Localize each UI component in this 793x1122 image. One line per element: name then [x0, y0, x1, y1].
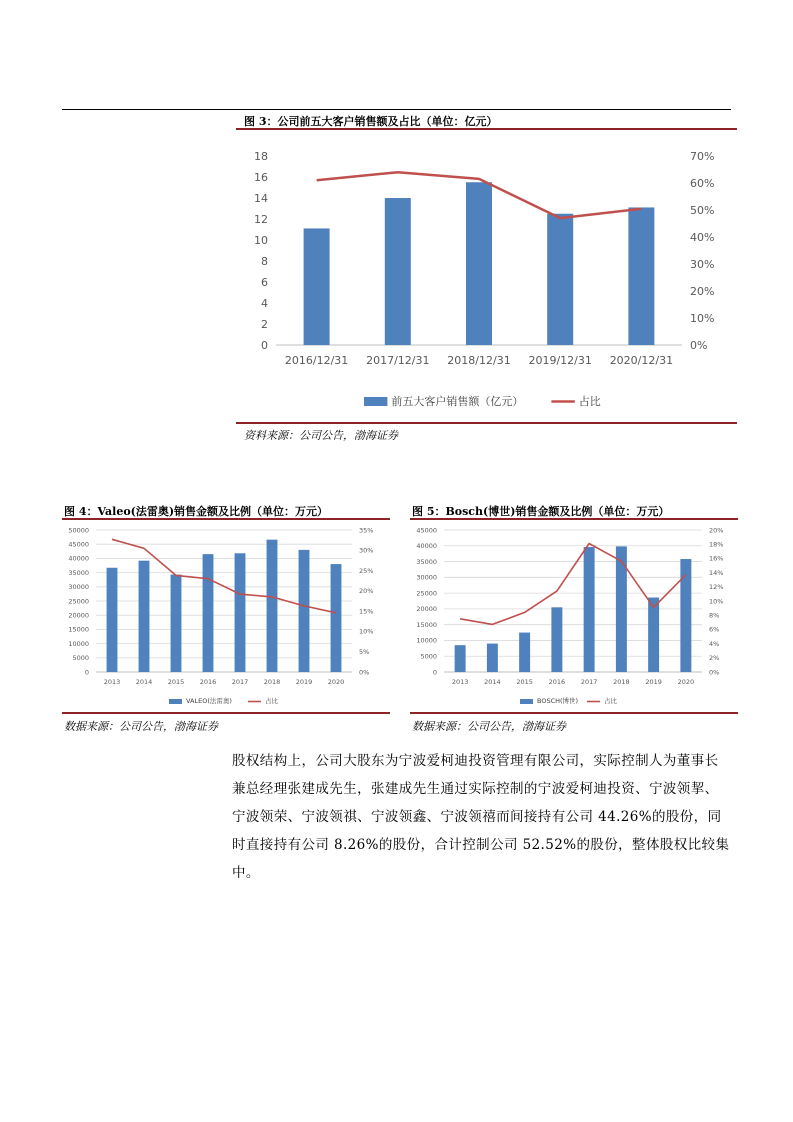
- x-tick-label: 2015: [516, 678, 533, 686]
- y-right-tick-label: 20%: [709, 526, 724, 535]
- y-right-tick-label: 20%: [359, 587, 374, 596]
- y-left-tick-label: 10000: [68, 639, 89, 648]
- x-tick-label: 2020: [677, 678, 695, 686]
- y-right-tick-label: 8%: [709, 611, 720, 620]
- y-right-tick-label: 10%: [359, 627, 374, 636]
- figure-3-title: 图 3：公司前五大客户销售额及占比（单位：亿元）: [244, 115, 498, 128]
- y-left-tick-label: 5000: [72, 654, 89, 663]
- y-right-tick-label: 6%: [709, 625, 720, 634]
- figure-3-bottom-rule: [236, 422, 737, 424]
- y-left-tick-label: 8: [261, 254, 268, 268]
- y-right-tick-label: 16%: [709, 554, 724, 563]
- legend-bar-swatch: [364, 397, 387, 406]
- y-left-tick-label: 50000: [68, 526, 89, 535]
- x-tick-label: 2014: [484, 678, 501, 686]
- x-tick-label: 2019/12/31: [528, 354, 592, 367]
- x-tick-label: 2013: [451, 678, 469, 686]
- bar: [385, 198, 411, 345]
- figure-3-source: 资料来源：公司公告，渤海证券: [244, 429, 398, 442]
- legend-bar-label: BOSCH(博世): [537, 697, 579, 705]
- legend-bar-label: 前五大客户销售额（亿元）: [391, 395, 524, 408]
- legend-bar-swatch: [169, 699, 182, 704]
- figure-5-title: 图 5：Bosch(博世)销售金额及比例（单位：万元）: [412, 505, 670, 518]
- x-tick-label: 2016/12/31: [284, 354, 349, 367]
- x-tick-label: 2016: [199, 678, 217, 686]
- y-left-tick-label: 0: [84, 668, 89, 677]
- y-right-tick-label: 50%: [690, 203, 715, 217]
- y-left-tick-label: 15000: [416, 620, 437, 629]
- x-tick-label: 2013: [103, 678, 121, 686]
- y-right-tick-label: 4%: [709, 639, 720, 648]
- paragraph-line: 股权结构上，公司大股东为宁波爱柯迪投资管理有限公司，实际控制人为董事长: [232, 753, 719, 769]
- y-right-tick-label: 30%: [359, 546, 374, 555]
- bar: [487, 644, 498, 672]
- y-left-tick-label: 35000: [416, 557, 437, 566]
- y-left-tick-label: 25000: [416, 589, 437, 598]
- y-left-tick-label: 6: [261, 275, 268, 289]
- x-tick-label: 2018/12/31: [447, 354, 511, 367]
- bar: [299, 550, 310, 672]
- bar: [455, 645, 466, 672]
- x-tick-label: 2020/12/31: [609, 354, 674, 367]
- y-left-tick-label: 35000: [68, 568, 89, 577]
- y-left-tick-label: 0: [432, 668, 437, 677]
- y-left-tick-label: 5000: [420, 652, 437, 661]
- figure-4-bottom-rule: [62, 712, 390, 714]
- y-left-tick-label: 10000: [416, 636, 437, 645]
- paragraph-line: 时直接持有公司 8.26%的股份，合计控制公司 52.52%的股份，整体股权比较集: [232, 837, 730, 853]
- y-left-tick-label: 20000: [416, 605, 437, 614]
- x-tick-label: 2014: [135, 678, 153, 686]
- bar: [466, 182, 492, 345]
- y-right-tick-label: 12%: [709, 583, 724, 592]
- figure-3: [236, 110, 737, 445]
- bar: [628, 207, 654, 345]
- y-left-tick-label: 40000: [68, 554, 89, 563]
- figure-4: [62, 500, 390, 735]
- bar: [267, 540, 278, 672]
- x-tick-label: 2015: [167, 678, 185, 686]
- bar: [304, 228, 330, 345]
- y-left-tick-label: 20000: [68, 611, 89, 620]
- body-paragraph: [232, 747, 730, 887]
- x-tick-label: 2019: [295, 678, 313, 686]
- bar: [547, 214, 573, 345]
- bar: [584, 547, 595, 672]
- y-right-tick-label: 30%: [690, 257, 715, 271]
- y-right-tick-label: 10%: [690, 311, 715, 325]
- figure-4-source: 数据来源：公司公告，渤海证券: [64, 720, 218, 733]
- y-left-tick-label: 12: [254, 212, 268, 226]
- bar: [331, 564, 342, 672]
- bar: [107, 568, 118, 672]
- figure-5-bottom-rule: [410, 712, 738, 714]
- y-left-tick-label: 25000: [68, 597, 89, 606]
- y-left-tick-label: 14: [254, 191, 268, 205]
- paragraph-line: 中。: [232, 865, 260, 881]
- y-right-tick-label: 0%: [690, 338, 708, 352]
- y-right-tick-label: 25%: [359, 566, 374, 575]
- y-left-tick-label: 16: [254, 170, 268, 184]
- bar: [235, 553, 246, 672]
- legend-line-label: 占比: [265, 697, 278, 705]
- x-tick-label: 2020: [327, 678, 345, 686]
- paragraph-line: 兼总经理张建成先生，张建成先生通过实际控制的宁波爱柯迪投资、宁波领挈、: [232, 781, 719, 797]
- x-tick-label: 2017: [231, 678, 249, 686]
- x-tick-label: 2016: [548, 678, 566, 686]
- figure-5-chart: [410, 520, 738, 710]
- legend-bar-label: VALEO(法雷奥): [186, 697, 232, 705]
- y-right-tick-label: 18%: [709, 540, 724, 549]
- y-right-tick-label: 0%: [709, 668, 720, 677]
- y-right-tick-label: 0%: [359, 668, 370, 677]
- y-right-tick-label: 15%: [359, 607, 374, 616]
- y-left-tick-label: 10: [254, 233, 268, 247]
- y-left-tick-label: 18: [254, 149, 268, 163]
- y-right-tick-label: 20%: [690, 284, 715, 298]
- legend-line-label: 占比: [578, 395, 601, 408]
- figure-3-chart: [236, 134, 737, 424]
- bar: [648, 598, 659, 672]
- y-right-tick-label: 40%: [690, 230, 715, 244]
- bar: [680, 559, 691, 672]
- y-left-tick-label: 30000: [416, 573, 437, 582]
- x-tick-label: 2018: [613, 678, 630, 686]
- y-right-tick-label: 35%: [359, 526, 374, 535]
- figure-5-source: 数据来源：公司公告，渤海证券: [412, 720, 566, 733]
- bar: [551, 607, 562, 672]
- legend-line-label: 占比: [604, 697, 617, 705]
- figure-5: [410, 500, 738, 735]
- y-right-tick-label: 70%: [690, 149, 715, 163]
- x-tick-label: 2017/12/31: [366, 354, 430, 367]
- x-tick-label: 2019: [645, 678, 662, 686]
- x-tick-label: 2018: [263, 678, 281, 686]
- y-left-tick-label: 45000: [68, 540, 89, 549]
- y-right-tick-label: 10%: [709, 597, 724, 606]
- paragraph-line: 宁波领荣、宁波领祺、宁波领鑫、宁波领禧而间接持有公司 44.26%的股份，同: [232, 809, 722, 825]
- y-right-tick-label: 2%: [709, 654, 720, 663]
- y-left-tick-label: 15000: [68, 625, 89, 634]
- y-right-tick-label: 5%: [359, 647, 370, 656]
- y-left-tick-label: 30000: [68, 583, 89, 592]
- bar: [139, 561, 150, 672]
- x-tick-label: 2017: [580, 678, 598, 686]
- figure-3-title-rule: [236, 128, 737, 130]
- y-right-tick-label: 14%: [709, 568, 724, 577]
- bar: [519, 633, 530, 672]
- figure-4-chart: [62, 520, 390, 710]
- y-right-tick-label: 60%: [690, 176, 715, 190]
- legend-bar-swatch: [520, 699, 533, 704]
- y-left-tick-label: 4: [261, 296, 268, 310]
- y-left-tick-label: 0: [261, 338, 268, 352]
- figure-4-title: 图 4：Valeo(法雷奥)销售金额及比例（单位：万元）: [64, 505, 329, 518]
- bar: [171, 575, 182, 672]
- bar: [616, 546, 627, 672]
- bar: [203, 554, 214, 672]
- y-left-tick-label: 2: [261, 317, 268, 331]
- y-left-tick-label: 45000: [416, 526, 437, 535]
- y-left-tick-label: 40000: [416, 542, 437, 551]
